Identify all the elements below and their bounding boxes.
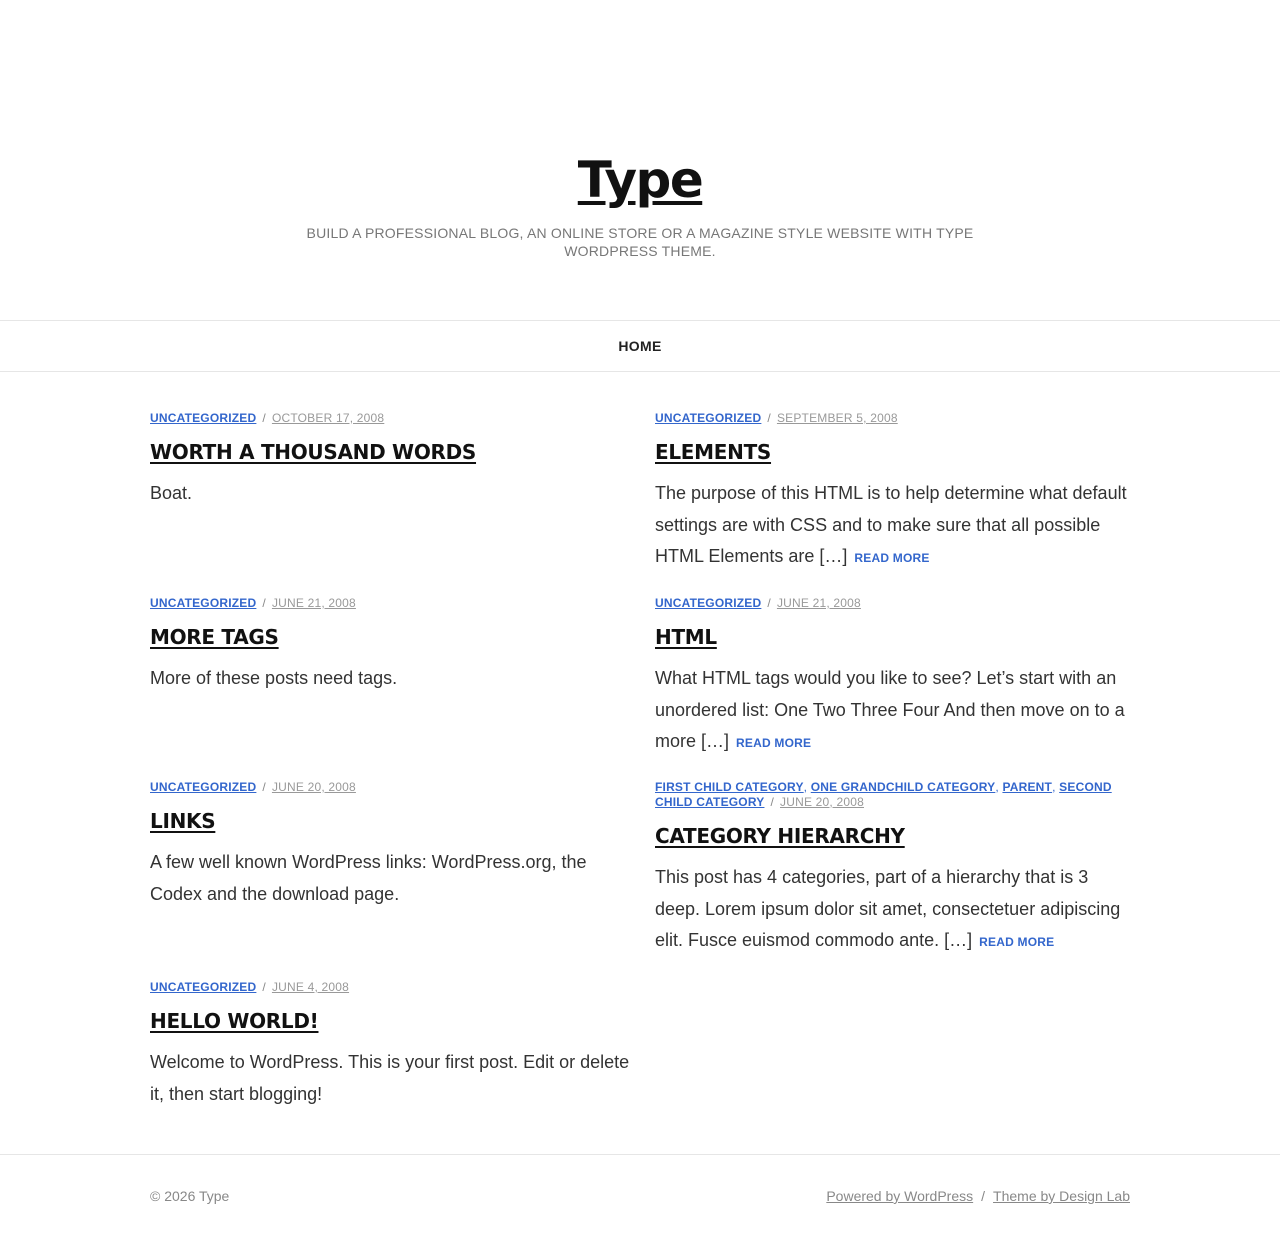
post-card: [150, 780, 630, 910]
post-excerpt: [150, 847, 630, 910]
category-link[interactable]: UNCATEGORIZED: [150, 780, 257, 794]
site-title-link[interactable]: Type: [577, 151, 703, 209]
meta-separator: /: [767, 411, 771, 425]
category-link[interactable]: ONE GRANDCHILD CATEGORY: [810, 780, 996, 794]
post-title-link[interactable]: CATEGORY HIERARCHY: [655, 824, 905, 848]
category-link[interactable]: UNCATEGORIZED: [150, 980, 257, 994]
nav-item-home[interactable]: HOME: [618, 338, 662, 354]
powered-by-link[interactable]: Powered by WordPress: [826, 1188, 974, 1204]
post-excerpt-text: Boat.: [150, 483, 193, 503]
post-excerpt: [150, 663, 630, 695]
post-date-link[interactable]: JUNE 4, 2008: [271, 980, 350, 994]
category-link[interactable]: FIRST CHILD CATEGORY: [655, 780, 804, 794]
category-link[interactable]: PARENT: [1002, 780, 1053, 794]
site-footer: [0, 1154, 1280, 1239]
post-date-link[interactable]: JUNE 21, 2008: [776, 596, 861, 610]
post-excerpt: [655, 663, 1135, 760]
post-date-link[interactable]: OCTOBER 17, 2008: [271, 411, 385, 425]
post-card: [150, 980, 630, 1110]
post-title-link[interactable]: ELEMENTS: [655, 440, 772, 464]
footer-separator: /: [981, 1188, 986, 1204]
post-title: [150, 1009, 630, 1033]
category-link[interactable]: UNCATEGORIZED: [150, 411, 257, 425]
post-title: [150, 625, 630, 649]
post-excerpt: [655, 478, 1135, 575]
post-title-link[interactable]: HELLO WORLD!: [150, 1009, 319, 1033]
read-more-link[interactable]: READ MORE: [979, 935, 1055, 949]
post-title-link[interactable]: MORE TAGS: [150, 625, 279, 649]
footer-credits: [826, 1188, 1130, 1204]
post-meta: [655, 411, 1135, 426]
post-title: [150, 809, 630, 833]
post-meta: [150, 780, 630, 795]
post-title-link[interactable]: WORTH A THOUSAND WORDS: [150, 440, 477, 464]
post-date-link[interactable]: JUNE 20, 2008: [780, 795, 864, 809]
post-title: [150, 440, 630, 464]
meta-separator: /: [262, 596, 266, 610]
copyright-text: © 2026 Type: [150, 1188, 230, 1204]
read-more-link[interactable]: READ MORE: [854, 551, 930, 565]
post-title-link[interactable]: LINKS: [150, 809, 216, 833]
post-card: [655, 780, 1135, 959]
post-excerpt-text: This post has 4 categories, part of a hierarchy that is 3 deep. Lorem ipsum dolor sit amet, consectetuer adipiscing elit. Fusce euismod commodo ante. […]: [655, 867, 1121, 950]
theme-by-link[interactable]: Theme by Design Lab: [993, 1188, 1130, 1204]
post-title: [655, 625, 1135, 649]
post-excerpt-text: More of these posts need tags.: [150, 668, 398, 688]
post-date-link[interactable]: JUNE 21, 2008: [271, 596, 356, 610]
post-excerpt-text: Welcome to WordPress. This is your first post. Edit or delete it, then start blogging!: [150, 1052, 630, 1104]
post-meta: [150, 980, 630, 995]
category-link[interactable]: UNCATEGORIZED: [150, 596, 257, 610]
post-title: [655, 440, 1135, 464]
post-excerpt-text: What HTML tags would you like to see? Let’s start with an unordered list: One Two Three Four And then move on to a more […]: [655, 668, 1125, 751]
post-excerpt-text: The purpose of this HTML is to help determine what default settings are with CSS and to make sure that all possible HTML Elements are […]: [655, 483, 1127, 566]
post-date-link[interactable]: JUNE 20, 2008: [271, 780, 356, 794]
site-title: [0, 150, 1280, 210]
post-meta: FIRST CHILD CATEGORY, ONE GRANDCHILD CATEGORY, PARENT, SECOND CHILD CATEGORY / JUNE 20, 2008: [655, 780, 1112, 809]
post-excerpt: [150, 478, 630, 510]
post-meta: [150, 411, 630, 426]
post-date-link[interactable]: SEPTEMBER 5, 2008: [776, 411, 898, 425]
meta-separator: /: [262, 780, 266, 794]
site-header: [0, 0, 1280, 320]
site-description: BUILD A PROFESSIONAL BLOG, AN ONLINE STORE OR A MAGAZINE STYLE WEBSITE WITH TYPE WORDPRESS THEME.: [306, 225, 974, 259]
meta-separator: /: [262, 980, 266, 994]
category-link[interactable]: UNCATEGORIZED: [655, 411, 762, 425]
post-card: [150, 411, 630, 510]
read-more-link[interactable]: READ MORE: [736, 736, 812, 750]
post-meta: [655, 596, 1135, 611]
meta-separator: /: [262, 411, 266, 425]
post-card: [655, 411, 1135, 575]
category-link[interactable]: UNCATEGORIZED: [655, 596, 762, 610]
post-card: [150, 596, 630, 695]
post-excerpt: [655, 862, 1135, 959]
category-link[interactable]: SECOND CHILD CATEGORY: [655, 780, 1112, 809]
main-navigation: [0, 320, 1280, 372]
post-excerpt: [150, 1047, 630, 1110]
post-excerpt-text: A few well known WordPress links: WordPress.org, the Codex and the download page.: [150, 852, 587, 904]
post-card: [655, 596, 1135, 760]
post-title: [655, 824, 1135, 848]
meta-separator: /: [767, 596, 771, 610]
meta-separator: /: [770, 795, 775, 809]
post-title-link[interactable]: HTML: [655, 625, 717, 649]
post-meta: [150, 596, 630, 611]
